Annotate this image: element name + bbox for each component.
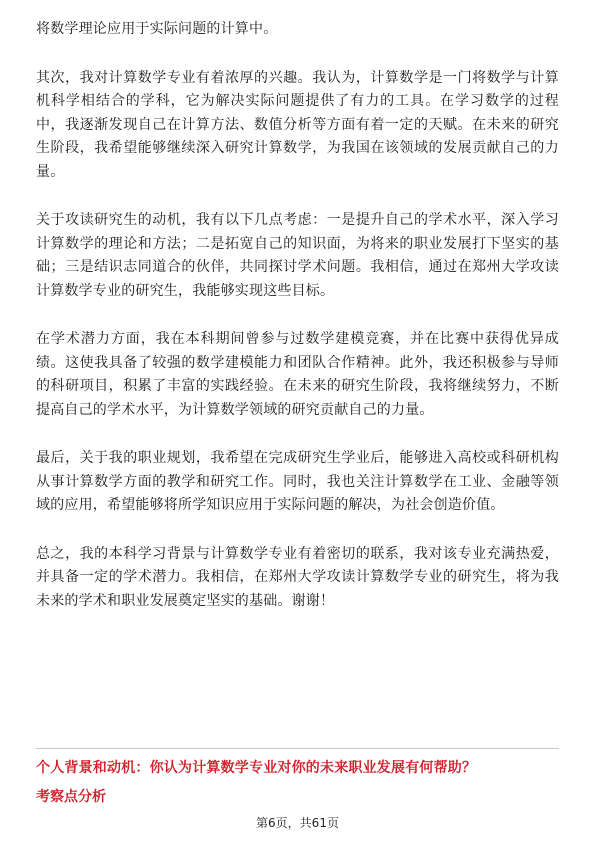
paragraph-gap — [36, 303, 559, 328]
paragraph-gap — [36, 42, 559, 67]
paragraph-1: 将数学理论应用于实际问题的计算中。 — [36, 21, 278, 37]
paragraph-6: 总之，我的本科学习背景与计算数学专业有着密切的联系，我对该专业充满热爱，并具备一定的学术潜力。我相信，在郑州大学攻读计算数学专业的研究生，将为我未来的学术和职业发展奠定坚实的基础。谢谢！ — [36, 545, 559, 609]
page-number: 第6页，共61页 — [256, 816, 339, 830]
paragraph-3: 关于攻读研究生的动机，我有以下几点考虑：一是提升自己的学术水平，深入学习计算数学的理论和方法；二是拓宽自己的知识面，为将来的职业发展打下坚实的基础；三是结识志同道合的伙伴，共同探讨学术问题。我相信，通过在郑州大学攻读计算数学专业的研究生，我能够实现这些目标。 — [36, 212, 559, 299]
document-body — [36, 18, 559, 613]
paragraph-gap — [36, 184, 559, 209]
section-divider — [36, 748, 559, 749]
paragraph-gap — [36, 422, 559, 447]
paragraph-5: 最后，关于我的职业规划，我希望在完成研究生学业后，能够进入高校或科研机构从事计算数学方面的教学和研究工作。同时，我也关注计算数学在工业、金融等领域的应用，希望能够将所学知识应用于实际问题的解决，为社会创造价值。 — [36, 450, 559, 513]
paragraph-2: 其次，我对计算数学专业有着浓厚的兴趣。我认为，计算数学是一门将数学与计算机科学相结合的学科，它为解决实际问题提供了有力的工具。在学习数学的过程中，我逐渐发现自己在计算方法、数值分析等方面有着一定的天赋。在未来的研究生阶段，我希望能够继续深入研究计算数学，为我国在该领域的发展贡献自己的力量。 — [36, 69, 559, 180]
analysis-heading: 考察点分析 — [36, 789, 106, 805]
paragraph-gap — [36, 518, 559, 543]
question-heading: 个人背景和动机：你认为计算数学专业对你的未来职业发展有何帮助？ — [36, 760, 477, 776]
paragraph-4: 在学术潜力方面，我在本科期间曾参与过数学建模竞赛，并在比赛中获得优异成绩。这使我具备了较强的数学建模能力和团队合作精神。此外，我还积极参与导师的科研项目，积累了丰富的实践经验。在未来的研究生阶段，我将继续努力，不断提高自己的学术水平，为计算数学领域的研究贡献自己的力量。 — [36, 331, 559, 418]
